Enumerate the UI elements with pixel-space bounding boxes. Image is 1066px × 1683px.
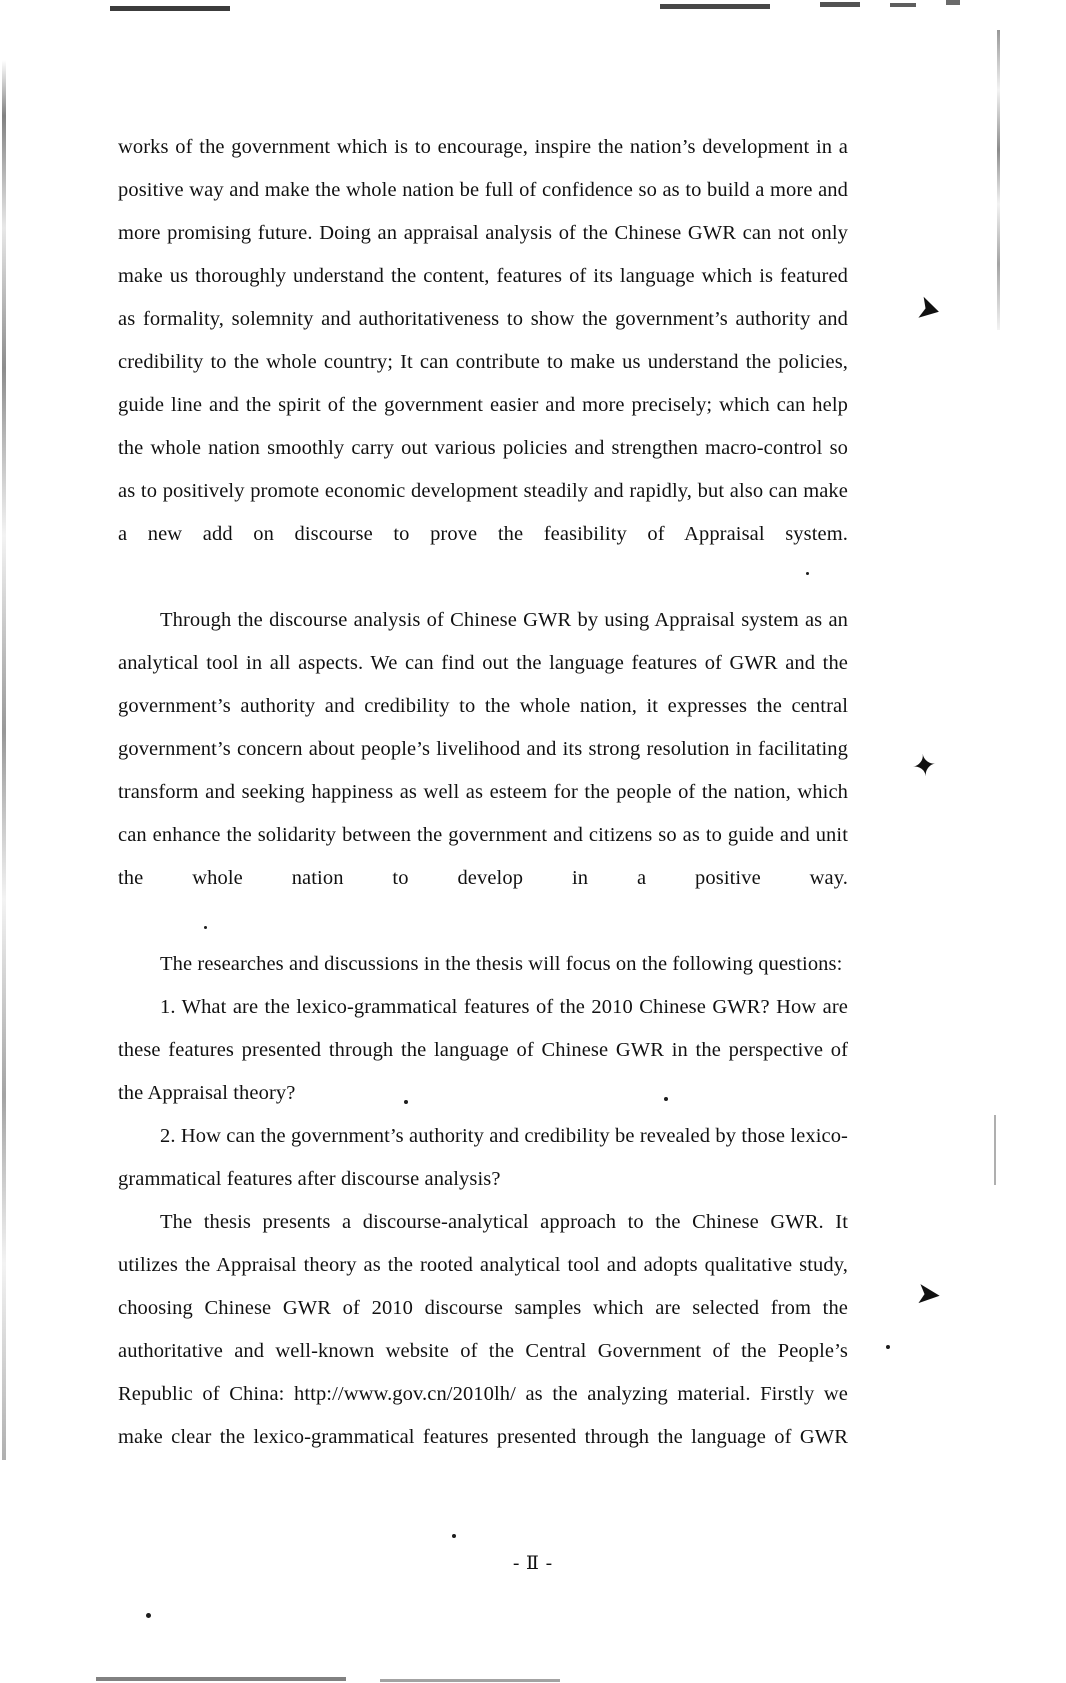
scan-edge-artifact-top-right-2 <box>890 3 916 7</box>
paragraph: 2. How can the government’s authority and credibility be revealed by those lexico-grammatical features after discourse analysis? <box>118 1125 848 1190</box>
scan-edge-artifact-right-margin <box>997 30 1000 330</box>
scan-edge-artifact-top-left <box>110 6 230 11</box>
scan-speck <box>146 1613 151 1618</box>
ink-blot-mark-lower: ➤ <box>914 1275 943 1314</box>
ink-blot-mark-upper: ➤ <box>913 286 946 332</box>
paragraph: The researches and discussions in the thesis will focus on the following questions: <box>160 953 843 975</box>
document-body <box>118 126 848 1502</box>
scan-edge-artifact-top-right-1 <box>820 2 860 7</box>
scan-speck <box>886 1345 890 1349</box>
paragraph: 1. What are the lexico-grammatical features of the 2010 Chinese GWR? How are these features presented through the language of Chinese GWR in the perspective of the Appraisal theory? <box>118 996 848 1104</box>
scan-speck <box>452 1534 456 1538</box>
ink-blot-mark-middle: ✦ <box>909 747 940 786</box>
scan-edge-artifact-top-right-3 <box>946 0 960 5</box>
paragraph: The thesis presents a discourse-analytical approach to the Chinese GWR. It utilizes the Appraisal theory as the rooted analytical tool and adopts qualitative study, choosing Chinese GWR of 2010 discourse samples which are selected from the authoritative and well-known website of the Central Government of the People’s Republic of China: http://www.gov.cn/2010lh/ as the analyzing material. Firstly we make clear the lexico-grammatical features presented through the language of GWR <box>118 1211 848 1448</box>
scan-edge-artifact-bottom-left <box>96 1677 346 1681</box>
scan-edge-artifact-left-margin <box>2 60 6 1460</box>
scan-edge-artifact-bottom-right <box>380 1679 560 1682</box>
paragraph: Through the discourse analysis of Chinese GWR by using Appraisal system as an analytical tool in all aspects. We can find out the language features of GWR and the government’s authority and credibility to the whole nation, it expresses the central government’s concern about people’s livelihood and its strong resolution in facilitating transform and seeking happiness as well as esteem for the people of the nation, which can enhance the solidarity between the government and citizens so as to guide and unit the whole nation to develop in a positive way. <box>118 609 848 889</box>
page-number: - Ⅱ - <box>512 1553 554 1574</box>
scan-edge-artifact-top-middle <box>660 4 770 9</box>
scan-edge-artifact-right-margin-lower <box>994 1115 996 1185</box>
paragraph: works of the government which is to encourage, inspire the nation’s development in a positive way and make the whole nation be full of confidence so as to build a more and more promising future. Doing an appraisal analysis of the Chinese GWR can not only make us thoroughly understand the content, features of its language which is featured as formality, solemnity and authoritativeness to show the government’s authority and credibility to the whole country; It can contribute to make us understand the policies, guide line and the spirit of the government easier and more precisely; which can help the whole nation smoothly carry out various policies and strengthen macro-control so as to positively promote economic development steadily and rapidly, but also can make a new add on discourse to prove the feasibility of Appraisal system. <box>118 136 848 545</box>
